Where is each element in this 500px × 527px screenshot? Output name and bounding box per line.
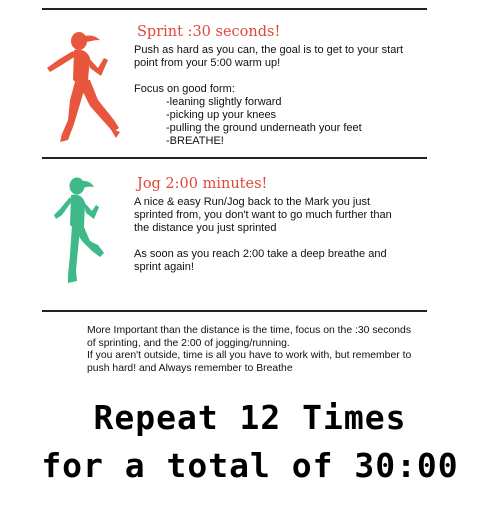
form-point: -BREATHE! bbox=[166, 135, 224, 147]
jog-line-3: the distance you just sprinted bbox=[134, 222, 277, 234]
note-line-3: If you aren't outside, time is all you have to work with, but remember to bbox=[87, 350, 412, 361]
sprint-line-2: point from your 5:00 warm up! bbox=[134, 57, 281, 69]
repeat-line: Repeat 12 Times bbox=[93, 398, 407, 437]
sprint-heading: Sprint :30 seconds! bbox=[137, 24, 281, 40]
jog-line-1: A nice & easy Run/Jog back to the Mark you just bbox=[134, 196, 371, 208]
jog-line-4: As soon as you reach 2:00 take a deep breathe and bbox=[134, 248, 387, 260]
jog-line-2: sprinted from, you don't want to go much further than bbox=[134, 209, 392, 221]
middle-divider bbox=[42, 157, 427, 159]
form-point: -picking up your knees bbox=[166, 109, 277, 121]
jog-heading: Jog 2:00 minutes! bbox=[137, 176, 268, 192]
focus-label: Focus on good form: bbox=[134, 83, 235, 95]
lower-divider bbox=[42, 310, 427, 312]
note-line-1: More Important than the distance is the time, focus on the :30 seconds bbox=[87, 325, 412, 336]
sprinting-runner-icon bbox=[40, 28, 122, 148]
form-point: -pulling the ground underneath your feet bbox=[166, 122, 362, 134]
total-line: for a total of 30:00 bbox=[41, 446, 459, 485]
jogging-runner-icon bbox=[50, 175, 110, 290]
note-line-2: of sprinting, and the 2:00 of jogging/running. bbox=[87, 337, 290, 349]
note-line-4: push hard! and Always remember to Breathe bbox=[87, 362, 293, 374]
time-note bbox=[87, 325, 432, 375]
sprint-line-1: Push as hard as you can, the goal is to get to your start bbox=[134, 44, 404, 56]
top-divider bbox=[42, 8, 427, 10]
jog-line-5: sprint again! bbox=[134, 261, 194, 273]
sprint-description bbox=[134, 44, 434, 148]
jog-description bbox=[134, 196, 434, 274]
form-point: -leaning slightly forward bbox=[166, 96, 282, 108]
